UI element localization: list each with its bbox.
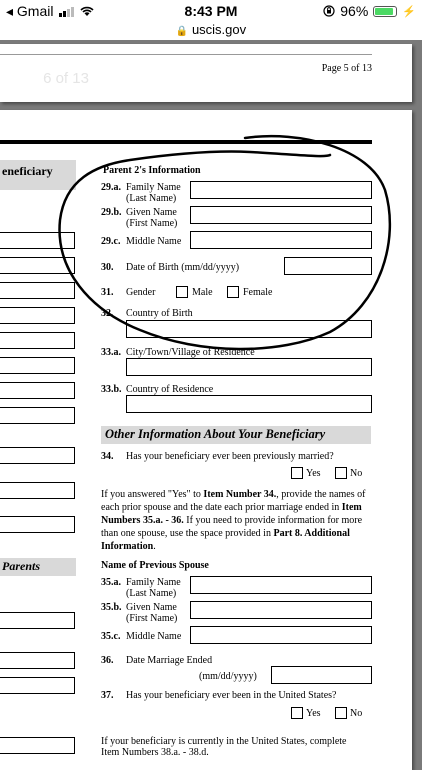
beneficiary-section-header: eneficiary (0, 160, 76, 190)
q35c-number: 35.c. (101, 631, 121, 642)
left-field[interactable] (0, 677, 75, 694)
q37-number: 37. (101, 690, 114, 701)
left-field[interactable] (0, 482, 75, 499)
instructions-paragraph: If you answered "Yes" to Item Number 34., provide the names of each prior spouse and the date each prior marriage ended in Item Numbers 35.a. - 36. If you need to provide information for more than one spouse, use the space provided in Part 8. Additional Information. (101, 489, 366, 552)
q31-number: 31. (101, 287, 114, 298)
q29b-label-line2: (First Name) (126, 218, 178, 229)
url-bar[interactable] (0, 22, 422, 40)
q37-label: Has your beneficiary ever been in the United States? (126, 690, 337, 701)
q37-yes-label: Yes (306, 708, 321, 719)
q30-label: Date of Birth (mm/dd/yyyy) (126, 262, 240, 273)
url-domain[interactable]: uscis.gov (191, 22, 247, 37)
spouse-given-name-input[interactable] (190, 601, 372, 619)
bottom-instruction-line2: Item Numbers 38.a. - 38.d. (101, 747, 209, 758)
q36-number: 36. (101, 655, 114, 666)
q34-label: Has your beneficiary ever been previously married? (126, 451, 334, 462)
q35b-label-line1: Given Name (126, 602, 177, 613)
battery-icon (373, 6, 397, 17)
parent2-section-title: Parent 2's Information (103, 165, 201, 176)
q29b-number: 29.b. (101, 207, 122, 218)
clock: 8:43 PM (184, 3, 238, 19)
q29b-label-line1: Given Name (126, 207, 177, 218)
q34-no-label: No (350, 468, 363, 479)
prev-spouse-title: Name of Previous Spouse (101, 560, 209, 571)
q33a-label: City/Town/Village of Residence (126, 347, 255, 358)
q30-number: 30. (101, 262, 114, 273)
q31-label: Gender (126, 287, 156, 298)
spouse-middle-name-input[interactable] (190, 626, 372, 644)
q37-yes-checkbox[interactable] (291, 707, 303, 719)
parent2-country-residence-input[interactable] (126, 395, 372, 413)
left-field[interactable] (0, 516, 75, 533)
q35a-label-line1: Family Name (126, 577, 181, 588)
charging-bolt-icon: ⚡ (402, 5, 416, 18)
page-divider (0, 54, 372, 55)
q33b-label: Country of Residence (126, 384, 214, 395)
hand-drawn-circle-annotation (0, 110, 412, 370)
left-field[interactable] (0, 652, 75, 669)
q34-yes-label: Yes (306, 468, 321, 479)
page-indicator: 6 of 13 (43, 70, 89, 87)
left-field[interactable] (0, 407, 75, 424)
q37-no-checkbox[interactable] (335, 707, 347, 719)
back-app-label[interactable]: ◂ Gmail (6, 3, 54, 19)
left-field[interactable] (0, 737, 75, 754)
q36-label-line2: (mm/dd/yyyy) (199, 671, 257, 682)
other-info-section-header: Other Information About Your Beneficiary (101, 426, 371, 444)
q35a-label-line2: (Last Name) (126, 588, 177, 599)
q34-number: 34. (101, 451, 114, 462)
page-number-label: Page 5 of 13 (321, 63, 372, 74)
q29a-number: 29.a. (101, 182, 121, 193)
q33a-number: 33.a. (101, 347, 121, 358)
status-bar (0, 0, 422, 22)
q34-yes-checkbox[interactable] (291, 467, 303, 479)
q32-label: Country of Birth (126, 308, 193, 319)
left-field[interactable] (0, 447, 75, 464)
q35a-number: 35.a. (101, 577, 121, 588)
left-field[interactable] (0, 382, 75, 399)
q34-no-checkbox[interactable] (335, 467, 347, 479)
q32-number: 32. (101, 308, 114, 319)
pdf-page-6 (0, 110, 412, 770)
q35c-label: Middle Name (126, 631, 182, 642)
left-field[interactable] (0, 612, 75, 629)
battery-percent: 96% (340, 3, 369, 19)
q29a-label-line1: Family Name (126, 182, 181, 193)
spouse-family-name-input[interactable] (190, 576, 372, 594)
lock-icon: 🔒 (175, 26, 189, 37)
bottom-instruction-line1: If your beneficiary is currently in the United States, complete (101, 736, 347, 747)
q36-label-line1: Date Marriage Ended (126, 655, 213, 666)
q29c-number: 29.c. (101, 236, 121, 247)
q37-no-label: No (350, 708, 363, 719)
gender-female-label: Female (243, 287, 273, 298)
parents-section-header: Parents (0, 558, 76, 576)
q29a-label-line2: (Last Name) (126, 193, 177, 204)
q33b-number: 33.b. (101, 384, 122, 395)
gender-male-label: Male (192, 287, 213, 298)
q35b-number: 35.b. (101, 602, 122, 613)
orientation-lock-icon (323, 5, 335, 17)
marriage-ended-date-input[interactable] (271, 666, 372, 684)
q29c-label: Middle Name (126, 236, 182, 247)
q35b-label-line2: (First Name) (126, 613, 178, 624)
